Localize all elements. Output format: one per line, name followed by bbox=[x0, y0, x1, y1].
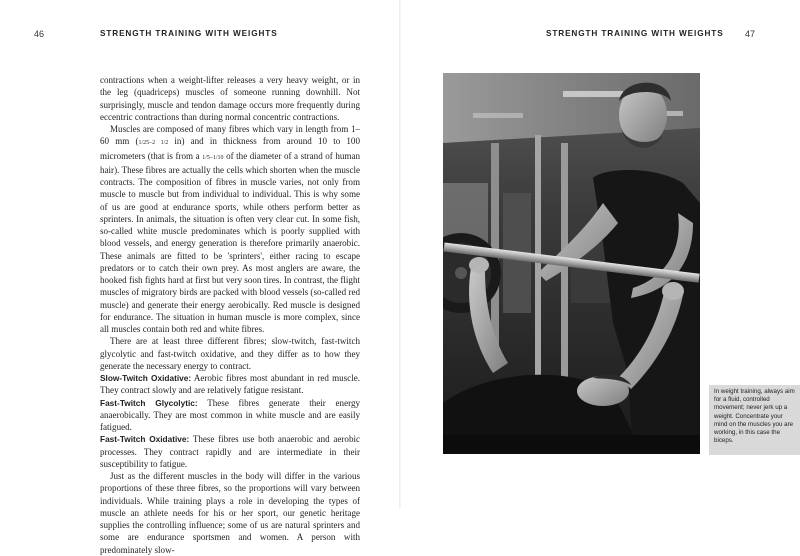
definition-fast-twitch-glycolytic: Fast-Twitch Glycolytic: These fibres generate their energy anaerobically. They are most common in white muscle and are easily fatigued. bbox=[100, 397, 360, 432]
page-gutter bbox=[399, 0, 401, 509]
right-running-head: STRENGTH TRAINING WITH WEIGHTS bbox=[546, 29, 724, 38]
body-text-column bbox=[100, 74, 360, 556]
left-page-number: 46 bbox=[34, 29, 45, 39]
fraction: 1/5–1/10 bbox=[202, 154, 224, 161]
definition-fast-twitch-oxidative: Fast-Twitch Oxidative: These fibres use both anaerobic and aerobic processes. They contract rapidly and are intermediate in their susceptibility to fatigue. bbox=[100, 434, 360, 469]
term: Slow-Twitch Oxidative: bbox=[100, 373, 192, 383]
term: Fast-Twitch Glycolytic: bbox=[100, 397, 198, 408]
bench-press-photo bbox=[443, 73, 700, 454]
term: Fast-Twitch Oxidative: bbox=[100, 434, 190, 445]
right-page-number: 47 bbox=[745, 29, 756, 39]
definition-slow-twitch-oxidative: Slow-Twitch Oxidative: Aerobic fibres most abundant in red muscle. They contract slowly and are relatively fatigue resistant. bbox=[100, 373, 360, 396]
fraction: 1/25–2 1/2 bbox=[138, 140, 169, 147]
paragraph: Muscles are composed of many fibres which vary in length from 1–60 mm (1/25–2 1/2 in) and in thickness from around 10 to 100 micrometers (that is from a 1/5–1/10 of the diameter of a strand of human hair). These fibres are actually the cells which shorten when the muscle contracts. The composition of fibres in muscle varies, not only from muscle to muscle but from individual to individual. This is why some of us are good at endurance sports, while others perform better as sprinters. In animals, the situation is often very clear cut. In some fish, so-called white muscle predominates which is poorly supplied with blood vessels, and energy generation is therefore primarily anaerobic. These animals are fitted to be 'sprinters', either racing to escape predators or to catch their own prey. As most anglers are aware, the hooked fish fights hard at first but very soon tires. In contrast, the flight muscles of migratory birds are packed with blood vessels (so-called red muscle) and generate their energy aerobically. Red muscle is designed for endurance. The situation in human muscle is more complex, since all muscles contain both red and white fibres. bbox=[100, 124, 360, 334]
paragraph: Just as the different muscles in the body will differ in the various proportions of these three fibres, so the proportions will vary between individuals. While training plays a role in developing the types of muscle an athlete needs for his or her sport, our genetic heritage supplies the controlling influence; some of us are natural sprinters and some are endurance sportsmen and women. A person with predominately slow- bbox=[100, 471, 360, 555]
left-running-head: STRENGTH TRAINING WITH WEIGHTS bbox=[100, 29, 278, 38]
paragraph: contractions when a weight-lifter releases a very heavy weight, or in the leg (quadriceps) muscles of someone running downhill. Not surprisingly, muscle and tendon damage occurs more frequently during eccentric contractions than during normal concentric contractions. bbox=[100, 75, 360, 122]
paragraph: There are at least three different fibres; slow-twitch, fast-twitch glycolytic and fast-twitch oxidative, and they differ as to how they generate the necessary energy to contract. bbox=[100, 336, 360, 371]
photo-caption: In weight training, always aim for a fluid, controlled movement; never jerk up a weight. Concentrate your mind on the muscles you are working, in this case the biceps. bbox=[714, 388, 795, 445]
